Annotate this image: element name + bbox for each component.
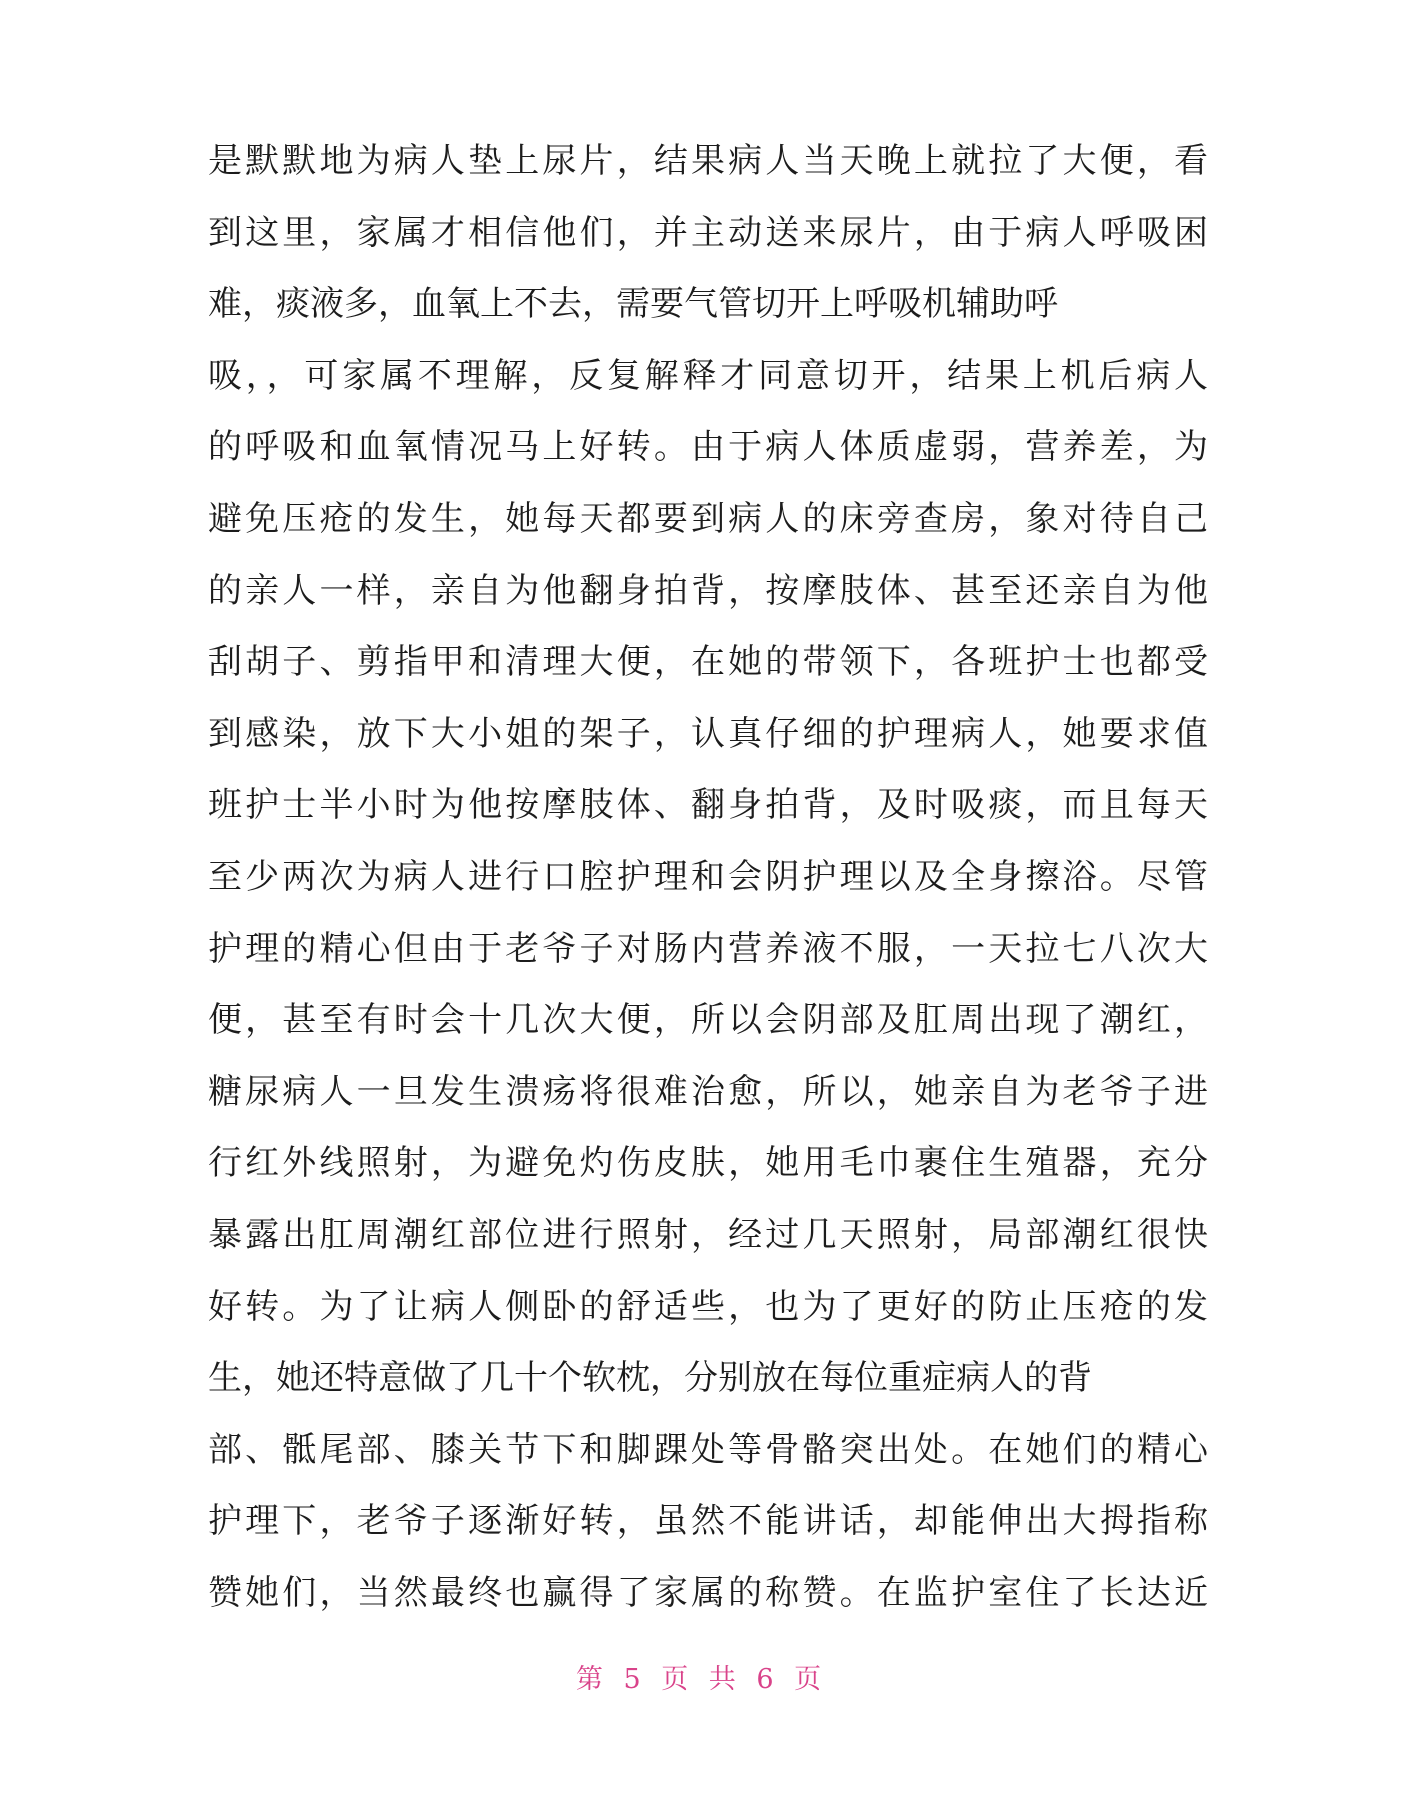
text-line: 到这里，家属才相信他们，并主动送来尿片，由于病人呼吸困 [208, 212, 1208, 253]
text-line: 避免压疮的发生，她每天都要到病人的床旁查房，象对待自己 [208, 498, 1208, 539]
text-line: 是默默地为病人垫上尿片，结果病人当天晚上就拉了大便，看 [208, 141, 1208, 181]
text-line: 到感染，放下大小姐的架子，认真仔细的护理病人，她要求值 [208, 713, 1208, 754]
text-line: 生，她还特意做了几十个软枕，分别放在每位重症病人的背 [208, 1358, 1092, 1399]
text-line: 行红外线照射，为避免灼伤皮肤，她用毛巾裹住生殖器，充分 [208, 1143, 1208, 1184]
text-line: 部、骶尾部、膝关节下和脚踝处等骨骼突出处。在她们的精心 [208, 1429, 1208, 1470]
text-line: 暴露出肛周潮红部位进行照射，经过几天照射，局部潮红很快 [208, 1214, 1208, 1255]
text-line: 便，甚至有时会十几次大便，所以会阴部及肛周出现了潮红， [208, 1000, 1208, 1041]
text-line: 护理的精心但由于老爷子对肠内营养液不服，一天拉七八次大 [208, 928, 1208, 969]
text-line: 难，痰液多，血氧上不去，需要气管切开上呼吸机辅助呼 [208, 284, 1058, 325]
text-line: 好转。为了让病人侧卧的舒适些，也为了更好的防止压疮的发 [208, 1286, 1208, 1327]
body-text [208, 126, 1208, 1629]
text-line: 班护士半小时为他按摩肢体、翻身拍背，及时吸痰，而且每天 [208, 785, 1208, 826]
text-line: 的呼吸和血氧情况马上好转。由于病人体质虚弱，营养差，为 [208, 427, 1208, 468]
text-line: 至少两次为病人进行口腔护理和会阴护理以及全身擦浴。尽管 [208, 856, 1208, 897]
text-line: 刮胡子、剪指甲和清理大便，在她的带领下，各班护士也都受 [208, 642, 1208, 683]
text-line: 糖尿病人一旦发生溃疡将很难治愈，所以，她亲自为老爷子进 [208, 1071, 1208, 1112]
text-line: 护理下，老爷子逐渐好转，虽然不能讲话，却能伸出大拇指称 [208, 1501, 1208, 1542]
text-line: 吸，，可家属不理解，反复解释才同意切开，结果上机后病人 [208, 355, 1208, 396]
page-number-footer: 第 5 页 共 6 页 [575, 1664, 828, 1695]
text-line: 赞她们，当然最终也赢得了家属的称赞。在监护室住了长达近 [208, 1572, 1208, 1613]
text-line: 的亲人一样，亲自为他翻身拍背，按摩肢体、甚至还亲自为他 [208, 570, 1208, 611]
